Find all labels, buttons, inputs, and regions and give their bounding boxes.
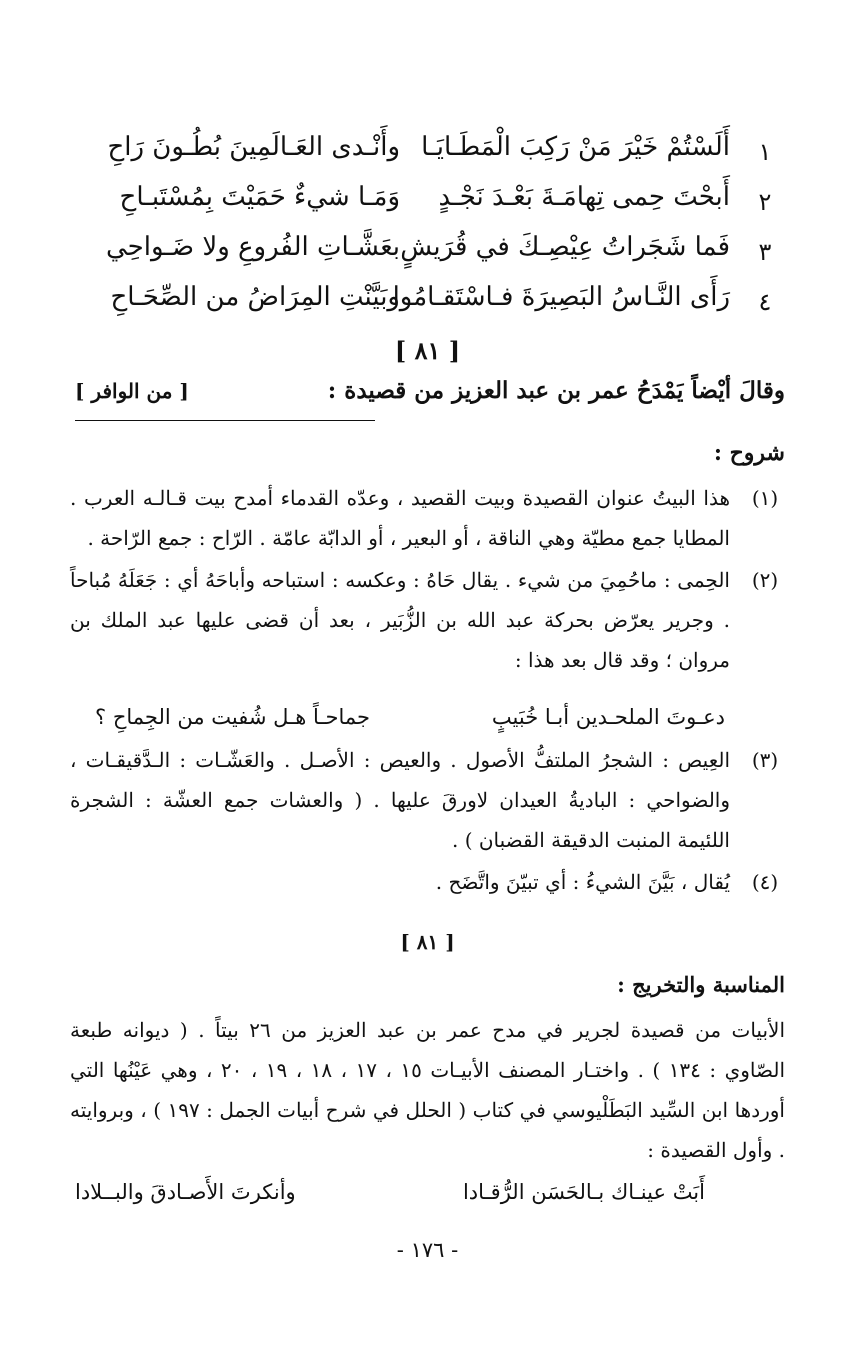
second-hemistich: وأَنْـدى العَـالَمِينَ بُطُـونَ رَاحِ <box>107 132 400 162</box>
second-hemistich: بعَشَّـاتِ الفُروعِ ولا ضَـواحِي <box>106 232 400 262</box>
note-text: يُقال ، بَيَّنَ الشيءُ : أي تبيّنَ واتَّضَح . <box>435 870 730 894</box>
note-1 <box>70 478 785 558</box>
second-hemistich: وأنكرتَ الأَصـادقَ والبــلادا <box>75 1180 296 1204</box>
verse-4 <box>70 282 785 332</box>
verse-number: ١ <box>758 138 772 166</box>
verse-1 <box>70 132 785 182</box>
first-hemistich: أَبَتْ عينـاك بـالحَسَن الرُّقـادا <box>462 1180 705 1204</box>
note-number: (٣) <box>751 748 779 772</box>
first-hemistich: دعـوتَ الملحـدين أبـا خُبَيبٍ <box>491 705 725 729</box>
section-number-2: [ ٨١ ] <box>400 930 455 954</box>
note-3 <box>70 740 785 860</box>
note-number: (٤) <box>751 870 779 894</box>
first-hemistich: فَما شَجَراتُ عِيْصِـكَ في قُرَيشٍ <box>400 232 730 262</box>
note-2 <box>70 560 785 680</box>
second-hemistich: جماحـاً هـل شُفيت من الجِماحِ ؟ <box>95 705 370 729</box>
second-hemistich: وبَيَّنْتِ المِرَاضُ من الصِّحَـاحِ <box>110 282 400 312</box>
note-text: هذا البيتُ عنوان القصيدة وبيت القصيد ، وعدّه القدماء أمدح بيت قـالـه العرب . المطايا جمع مطيّة وهي الناقة ، أو البعير ، أو الدابّة عامّة . الرّاح : جمع الرّاحة . <box>70 486 730 550</box>
commentary-title: شروح : <box>713 440 785 466</box>
verse-3 <box>70 232 785 282</box>
verse-2 <box>70 182 785 232</box>
verse-number: ٢ <box>758 188 772 216</box>
poem-block <box>70 132 785 332</box>
note-text: العِيص : الشجرُ الملتفُّ الأصول . والعيص : الأصـل . والعَشّـات : الـدَّقيقـات ، والضواحي : الباديةُ العيدان لاورقَ عليها . ( والعشات جمع العشّة : الشجرة اللئيمة المنبت الدقيقة القضبان ) . <box>70 748 730 852</box>
verse-number: ٤ <box>758 288 772 316</box>
first-hemistich: رَأَى النَّـاسُ البَصِيرَةَ فـاسْتَقـامُوا <box>392 282 730 312</box>
first-hemistich: أَلَسْتُمْ خَيْرَ مَنْ رَكِبَ الْمَطَـايَـا <box>421 132 730 162</box>
poem-intro: وقالَ أيْضاً يَمْدَحُ عمر بن عبد العزيز من قصيدة : <box>327 377 785 404</box>
section-number: [ ٨١ ] <box>394 336 461 365</box>
occasion-title: المناسبة والتخريج : <box>617 972 785 997</box>
meter-label: [ من الوافر ] <box>75 379 189 403</box>
second-hemistich: وَمَـا شيءٌ حَمَيْتَ بِمُسْتَبـاحِ <box>119 182 400 212</box>
note-number: (١) <box>751 486 779 510</box>
note-text: الحِمى : ماحُمِيَ من شيء . يقال حَاهُ : وعكسه : استباحه وأباحَهُ أي : جَعَلَهُ مُباحاً . وجرير يعرّض بحركة عبد الله بن الزُّبَير ، بعد أن قضى عليها عبد الملك بن مروان ؛ وقد قال بعد هذا : <box>70 568 730 672</box>
note-4 <box>70 862 785 902</box>
note-number: (٢) <box>751 568 779 592</box>
page-number: - ١٧٦ - <box>396 1238 459 1262</box>
first-hemistich: أَبحْتَ حِمى تِهامَـةَ بَعْـدَ نَجْـدٍ <box>438 182 730 212</box>
occasion-text: الأبيات من قصيدة لجرير في مدح عمر بن عبد العزيز من ٢٦ بيتاً . ( ديوانه طبعة الصّاوي : ١٣٤ ) . واختـار المصنف الأبيـات ١٥ ، ١٧ ، ١٨ ، ١٩ ، ٢٠ ، وهي عَيْنُها التي أوردها ابن السِّيد البَطَلْيوسي في كتاب ( الحلل في شرح أبيات الجمل : ١٩٧ ) ، وبروايته . وأول القصيدة : <box>70 1018 785 1162</box>
verse-number: ٣ <box>758 238 772 266</box>
divider <box>75 420 375 421</box>
